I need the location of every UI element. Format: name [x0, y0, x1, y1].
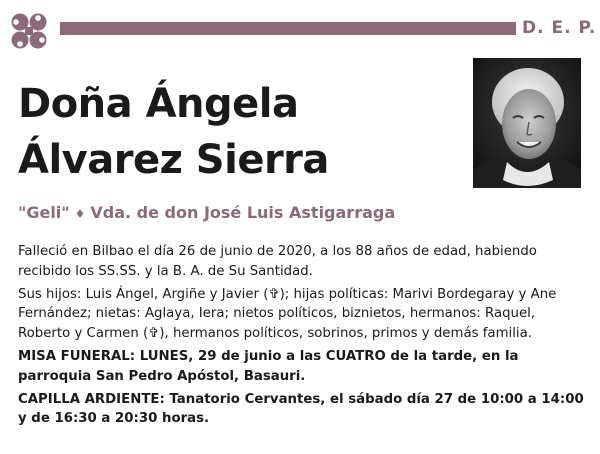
- deceased-name: [18, 76, 329, 188]
- family-paragraph: Sus hijos: Luis Ángel, Argiñe y Javier (✞); hijas políticas: Marivi Bordegaray y Ane Fernández; nietas: Aglaya, Iera; nietos políticos, biznietos, hermanos: Raquel, Roberto y Carmen (✞), hermanos políticos, sobrinos, primos y demás familia.: [18, 286, 557, 342]
- dep-label: D. E. P.: [522, 18, 597, 38]
- nickname: "Geli": [18, 203, 70, 222]
- separator-diamond: ♦: [74, 207, 86, 221]
- widow-of: Vda. de don José Luis Astigarraga: [90, 203, 396, 222]
- name-line-1: Doña Ángela: [18, 81, 299, 127]
- name-line-2: Álvarez Sierra: [18, 137, 329, 183]
- lauburu-icon: [6, 8, 52, 54]
- death-notice-paragraph: Falleció en Bilbao el día 26 de junio de 2020, a los 88 años de edad, habiendo recibido los SS.SS. y la B. A. de Su Santidad.: [18, 244, 537, 279]
- subtitle: [18, 203, 395, 222]
- funeral-paragraph: MISA FUNERAL: LUNES, 29 de junio a las CUATRO de la tarde, en la parroquia San Pedro Apóstol, Basauri.: [18, 348, 519, 384]
- obituary-body: [18, 242, 584, 432]
- portrait-photo: [473, 58, 581, 188]
- header-bar: [60, 22, 516, 35]
- chapel-paragraph: CAPILLA ARDIENTE: Tanatorio Cervantes, el sábado día 27 de 10:00 a 14:00 y de 16:30 a 20:30 horas.: [18, 391, 584, 427]
